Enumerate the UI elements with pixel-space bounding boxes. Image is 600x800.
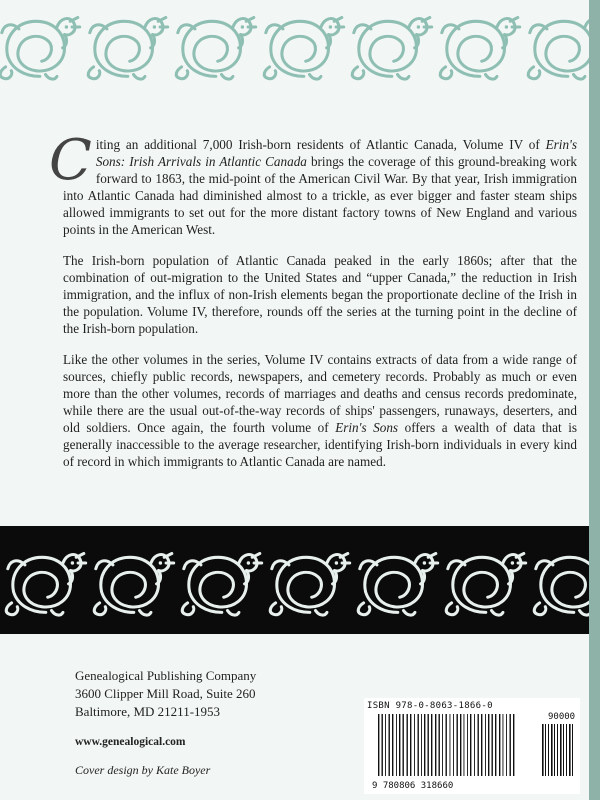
celtic-beast-icon-stroke xyxy=(359,21,417,71)
price-code: 90000 xyxy=(548,712,576,722)
celtic-beast-icon-stroke xyxy=(534,603,546,615)
barcode-bar xyxy=(414,714,415,776)
price-barcode-bar xyxy=(566,724,567,776)
celtic-beast-icon-stroke xyxy=(189,557,247,607)
celtic-beast-icon-stroke xyxy=(52,611,63,616)
celtic-beast-icon-stroke xyxy=(310,75,321,80)
barcode-bar xyxy=(481,714,482,776)
celtic-beast-icon-stroke xyxy=(24,572,58,606)
barcode-bar xyxy=(399,714,400,776)
barcode-bar xyxy=(424,714,425,776)
celtic-beast-icon-stroke xyxy=(46,75,57,80)
band-ornament-strip xyxy=(0,526,589,634)
celtic-beast-icon-stroke xyxy=(447,21,505,71)
black-ornament-band xyxy=(0,526,589,634)
celtic-beast-icon-stroke xyxy=(182,603,194,615)
celtic-beast-icon-eye xyxy=(71,561,74,564)
celtic-beast-icon-stroke xyxy=(370,36,404,70)
barcode-bar xyxy=(506,714,507,776)
ean-number: 9 780806 318660 xyxy=(372,781,454,791)
barcode-bar xyxy=(478,714,479,776)
barcode-bar xyxy=(474,714,475,776)
celtic-beast-icon xyxy=(176,17,255,79)
barcode-bar xyxy=(385,714,386,776)
celtic-beast-icon-stroke xyxy=(0,67,12,79)
celtic-beast-icon-stroke xyxy=(288,572,322,606)
price-barcode-bar xyxy=(572,724,573,776)
drop-cap: C xyxy=(49,128,92,193)
barcode-bar xyxy=(470,714,471,776)
celtic-beast-icon-eye xyxy=(241,25,244,28)
barcode-bar xyxy=(428,714,429,776)
barcode-bar xyxy=(446,714,447,776)
cover-design-credit: Cover design by Kate Boyer xyxy=(75,763,211,777)
celtic-beast-icon-stroke xyxy=(94,603,106,615)
celtic-beast-icon-stroke xyxy=(574,75,585,80)
barcode-bar xyxy=(450,714,451,776)
celtic-beast-icon xyxy=(352,17,431,79)
celtic-beast-icon-stroke xyxy=(398,75,409,80)
celtic-beast-icon-stroke xyxy=(106,36,140,70)
celtic-beast-icon-eye xyxy=(247,561,250,564)
celtic-beast-icon-stroke xyxy=(228,611,239,616)
publisher-name: Genealogical Publishing Company xyxy=(75,668,257,683)
celtic-beast-icon xyxy=(440,17,519,79)
celtic-beast-icon-eye xyxy=(511,561,514,564)
celtic-beast-icon-stroke xyxy=(271,21,329,71)
barcode-bar xyxy=(453,714,454,776)
celtic-beast-icon-stroke xyxy=(440,67,452,79)
celtic-beast-icon-stroke xyxy=(134,75,145,80)
price-barcode-bar xyxy=(548,724,549,776)
celtic-beast-icon-stroke xyxy=(176,67,188,79)
celtic-beast-icon-stroke xyxy=(270,603,282,615)
celtic-beast-icon-stroke xyxy=(552,572,586,606)
celtic-beast-icon xyxy=(534,554,589,616)
celtic-beast-icon-stroke xyxy=(88,67,100,79)
barcode-bar xyxy=(460,714,461,776)
celtic-beast-icon xyxy=(88,17,167,79)
celtic-beast-icon-stroke xyxy=(376,572,410,606)
celtic-beast-icon-stroke xyxy=(404,611,415,616)
barcode-bar xyxy=(464,714,465,776)
barcode-bar xyxy=(488,714,489,776)
price-barcode-bar xyxy=(542,724,544,776)
celtic-beast-icon-stroke xyxy=(95,21,153,71)
celtic-beast-icon-stroke xyxy=(486,75,497,80)
celtic-beast-icon-stroke xyxy=(580,611,590,616)
publisher-website: www.genealogical.com xyxy=(75,736,186,748)
celtic-beast-icon-stroke xyxy=(352,67,364,79)
celtic-beast-icon-eye xyxy=(505,25,508,28)
celtic-beast-icon-stroke xyxy=(101,557,159,607)
barcode-bar xyxy=(442,714,443,776)
barcode-bar xyxy=(382,714,383,776)
celtic-beast-icon-eye xyxy=(335,561,338,564)
celtic-beast-icon-stroke xyxy=(183,21,241,71)
barcode-bar xyxy=(503,714,504,776)
celtic-beast-icon-stroke xyxy=(282,36,316,70)
celtic-beast-icon-stroke xyxy=(464,572,498,606)
blurb-paragraph-1 xyxy=(49,128,577,238)
celtic-beast-icon-stroke xyxy=(492,611,503,616)
price-barcode-bar xyxy=(563,724,564,776)
book-title-italic: Erin's Sons: Irish Arrivals in Atlantic Canada xyxy=(95,137,577,169)
celtic-beast-icon xyxy=(446,554,525,616)
barcode-bar xyxy=(389,714,390,776)
barcode-bar xyxy=(485,714,486,776)
celtic-beast-icon-stroke xyxy=(6,603,18,615)
isbn-number: ISBN 978-0-8063-1866-0 xyxy=(367,701,493,711)
blurb-p1-text-b: brings the coverage of this ground-breaking work forward to 1863, the mid-point of the American Civil War. By that year, Irish immigration into Atlantic Canada had diminished almost to a trickle, as ever bigger and faster steam ships allowed immigrants to set out for the more distant factory towns of New England and various points in the American West. xyxy=(63,154,577,237)
blurb-text xyxy=(49,128,577,484)
celtic-beast-icon-stroke xyxy=(358,603,370,615)
price-barcode-bar xyxy=(560,724,562,776)
spine-edge xyxy=(589,0,600,800)
barcode-bar xyxy=(403,714,404,776)
barcode-bar xyxy=(457,714,458,776)
celtic-beast-icon xyxy=(358,554,437,616)
celtic-beast-icon-eye xyxy=(159,561,162,564)
celtic-beast-icon-stroke xyxy=(458,36,492,70)
barcode-bar xyxy=(492,714,493,776)
celtic-beast-icon-stroke xyxy=(541,557,589,607)
barcode-bar xyxy=(467,714,468,776)
celtic-beast-icon-stroke xyxy=(365,557,423,607)
celtic-beast-icon-stroke xyxy=(316,611,327,616)
barcode-bar xyxy=(418,714,419,776)
blurb-p3-text-a: Like the other volumes in the series, Volume IV contains extracts of data from a wide range of sources, chiefly public records, newspapers, and cemetery records. Probably as much or even more than the other volumes, records of marriages and deaths and census records predominate, while there are the usual out-of-the-way records of ships' passengers, runaways, deserters, and old soldiers. Once again, the fourth volume of xyxy=(63,352,577,435)
barcode-bar xyxy=(407,714,408,776)
barcode-bar xyxy=(435,714,436,776)
blurb-p3-text-b: offers a wealth of data that is generally inaccessible to the average researcher, identifying Irish-born individuals in every kind of record in which immigrants to Atlantic Canada are named. xyxy=(63,420,577,469)
celtic-beast-icon-stroke xyxy=(7,21,65,71)
publisher-address-line-2: Baltimore, MD 21211-1953 xyxy=(75,704,221,719)
barcode-bar xyxy=(392,714,393,776)
price-barcode-bar xyxy=(554,724,555,776)
barcode-bar xyxy=(421,714,422,776)
celtic-beast-icon-stroke xyxy=(194,36,228,70)
celtic-beast-icon-stroke xyxy=(546,36,580,70)
barcode-bar xyxy=(396,714,397,776)
celtic-beast-icon-eye xyxy=(153,25,156,28)
price-barcode-bar xyxy=(551,724,553,776)
celtic-beast-icon-stroke xyxy=(18,36,52,70)
price-barcode-bar xyxy=(557,724,558,776)
blurb-paragraph-2: The Irish-born population of Atlantic Canada peaked in the early 1860s; after that the combination of out-migration to the United States and “upper Canada,” the reduction in Irish immigration, and the influx of non-Irish elements began the proportionate decline of the Irish in the population. Volume IV, therefore, rounds off the series at the turning point in the decline of the Irish-born population. xyxy=(63,253,577,336)
barcode-bar xyxy=(378,714,379,776)
barcode-bar xyxy=(510,714,511,776)
series-title-italic: Erin's Sons xyxy=(335,420,399,435)
top-ornament-strip xyxy=(0,0,589,106)
celtic-beast-icon xyxy=(0,17,79,79)
barcode-bar xyxy=(431,714,432,776)
celtic-beast-icon-stroke xyxy=(140,611,151,616)
blurb-p1-text-a: iting an additional 7,000 Irish-born residents of Atlantic Canada, Volume IV of xyxy=(95,137,546,152)
barcode-bar xyxy=(410,714,411,776)
celtic-beast-icon xyxy=(264,17,343,79)
barcode-bar xyxy=(513,714,514,776)
celtic-beast-icon xyxy=(182,554,261,616)
celtic-beast-icon-eye xyxy=(423,561,426,564)
celtic-beast-icon-eye xyxy=(417,25,420,28)
celtic-beast-icon-stroke xyxy=(277,557,335,607)
celtic-beast-icon-stroke xyxy=(446,603,458,615)
celtic-beast-icon-stroke xyxy=(112,572,146,606)
celtic-beast-icon-stroke xyxy=(13,557,71,607)
celtic-beast-icon-stroke xyxy=(453,557,511,607)
top-ornament-band xyxy=(0,0,589,106)
publisher-address-line-1: 3600 Clipper Mill Road, Suite 260 xyxy=(75,686,256,701)
barcode-bar xyxy=(495,714,496,776)
price-barcode-bar xyxy=(569,724,571,776)
blurb-paragraph-3 xyxy=(63,351,577,470)
celtic-beast-icon xyxy=(528,17,589,79)
celtic-beast-icon-stroke xyxy=(222,75,233,80)
celtic-beast-icon-eye xyxy=(329,25,332,28)
barcode-bar xyxy=(439,714,440,776)
publisher-block xyxy=(75,667,256,721)
barcode-bar xyxy=(499,714,500,776)
celtic-beast-icon-stroke xyxy=(528,67,540,79)
celtic-beast-icon xyxy=(270,554,349,616)
celtic-beast-icon xyxy=(94,554,173,616)
price-barcode-bar xyxy=(545,724,546,776)
celtic-beast-icon-eye xyxy=(65,25,68,28)
celtic-beast-icon xyxy=(6,554,85,616)
celtic-beast-icon-stroke xyxy=(264,67,276,79)
celtic-beast-icon-stroke xyxy=(200,572,234,606)
